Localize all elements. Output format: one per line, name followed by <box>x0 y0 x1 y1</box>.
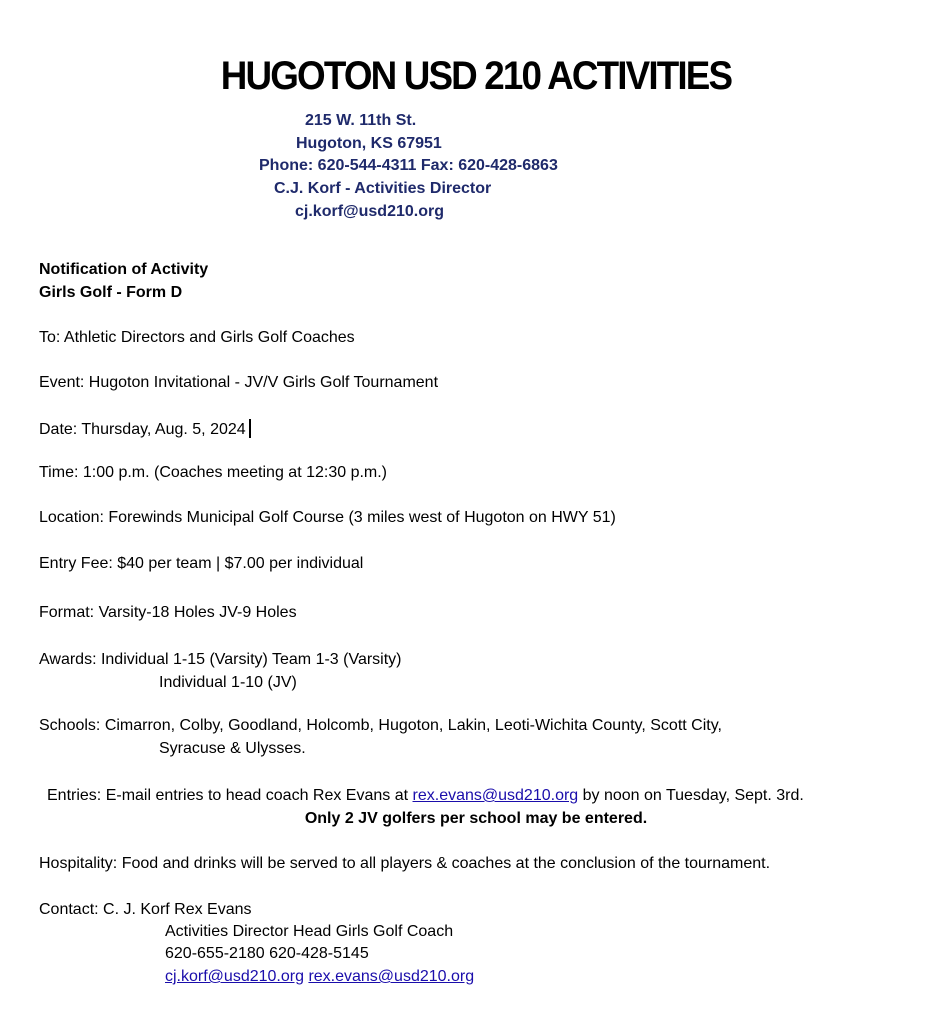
schools-line-2: Syracuse & Ulysses. <box>159 740 306 757</box>
entry-fee-line: Entry Fee: $40 per team | $7.00 per individual <box>39 555 364 572</box>
event-line: Event: Hugoton Invitational - JV/V Girls Golf Tournament <box>39 374 439 391</box>
korf-email-link[interactable]: cj.korf@usd210.org <box>165 968 304 985</box>
to-line: To: Athletic Directors and Girls Golf Coaches <box>39 329 355 346</box>
phone-fax: Phone: 620-544-4311 Fax: 620-428-6863 <box>259 157 558 174</box>
director-email: cj.korf@usd210.org <box>295 203 444 220</box>
date-line <box>39 419 251 439</box>
evans-email-link[interactable]: rex.evans@usd210.org <box>308 968 475 985</box>
page-title: HUGOTON USD 210 ACTIVITIES <box>220 54 732 98</box>
time-line: Time: 1:00 p.m. (Coaches meeting at 12:30 p.m.) <box>39 464 388 481</box>
date-text: Date: Thursday, Aug. 5, 2024 <box>39 421 246 438</box>
form-heading: Girls Golf - Form D <box>39 284 183 301</box>
address-city: Hugoton, KS 67951 <box>296 135 442 152</box>
awards-line-2: Individual 1-10 (JV) <box>159 674 297 691</box>
entries-line <box>47 787 804 805</box>
director-name: C.J. Korf - Activities Director <box>274 180 492 197</box>
notice-heading: Notification of Activity <box>39 261 209 278</box>
contact-phones: 620-655-2180 620-428-5145 <box>165 945 369 962</box>
contact-titles: Activities Director Head Girls Golf Coach <box>165 923 454 940</box>
address-street: 215 W. 11th St. <box>305 112 417 129</box>
schools-line: Schools: Cimarron, Colby, Goodland, Holcomb, Hugoton, Lakin, Leoti-Wichita County, Scott City, <box>39 717 722 734</box>
hospitality-line: Hospitality: Food and drinks will be served to all players & coaches at the conclusion of the tournament. <box>39 855 771 872</box>
contact-line: Contact: C. J. Korf Rex Evans <box>39 901 252 918</box>
contact-emails <box>165 968 474 986</box>
entries-prefix: Entries: E-mail entries to head coach Rex Evans at <box>47 787 409 804</box>
location-line: Location: Forewinds Municipal Golf Course (3 miles west of Hugoton on HWY 51) <box>39 509 616 526</box>
text-cursor <box>249 419 251 438</box>
entries-note: Only 2 JV golfers per school may be entered. <box>304 810 648 827</box>
entries-email-link[interactable]: rex.evans@usd210.org <box>412 787 579 804</box>
format-line: Format: Varsity-18 Holes JV-9 Holes <box>39 604 297 621</box>
entries-suffix: by noon on Tuesday, Sept. 3rd. <box>582 787 804 804</box>
awards-line: Awards: Individual 1-15 (Varsity) Team 1-3 (Varsity) <box>39 651 402 668</box>
